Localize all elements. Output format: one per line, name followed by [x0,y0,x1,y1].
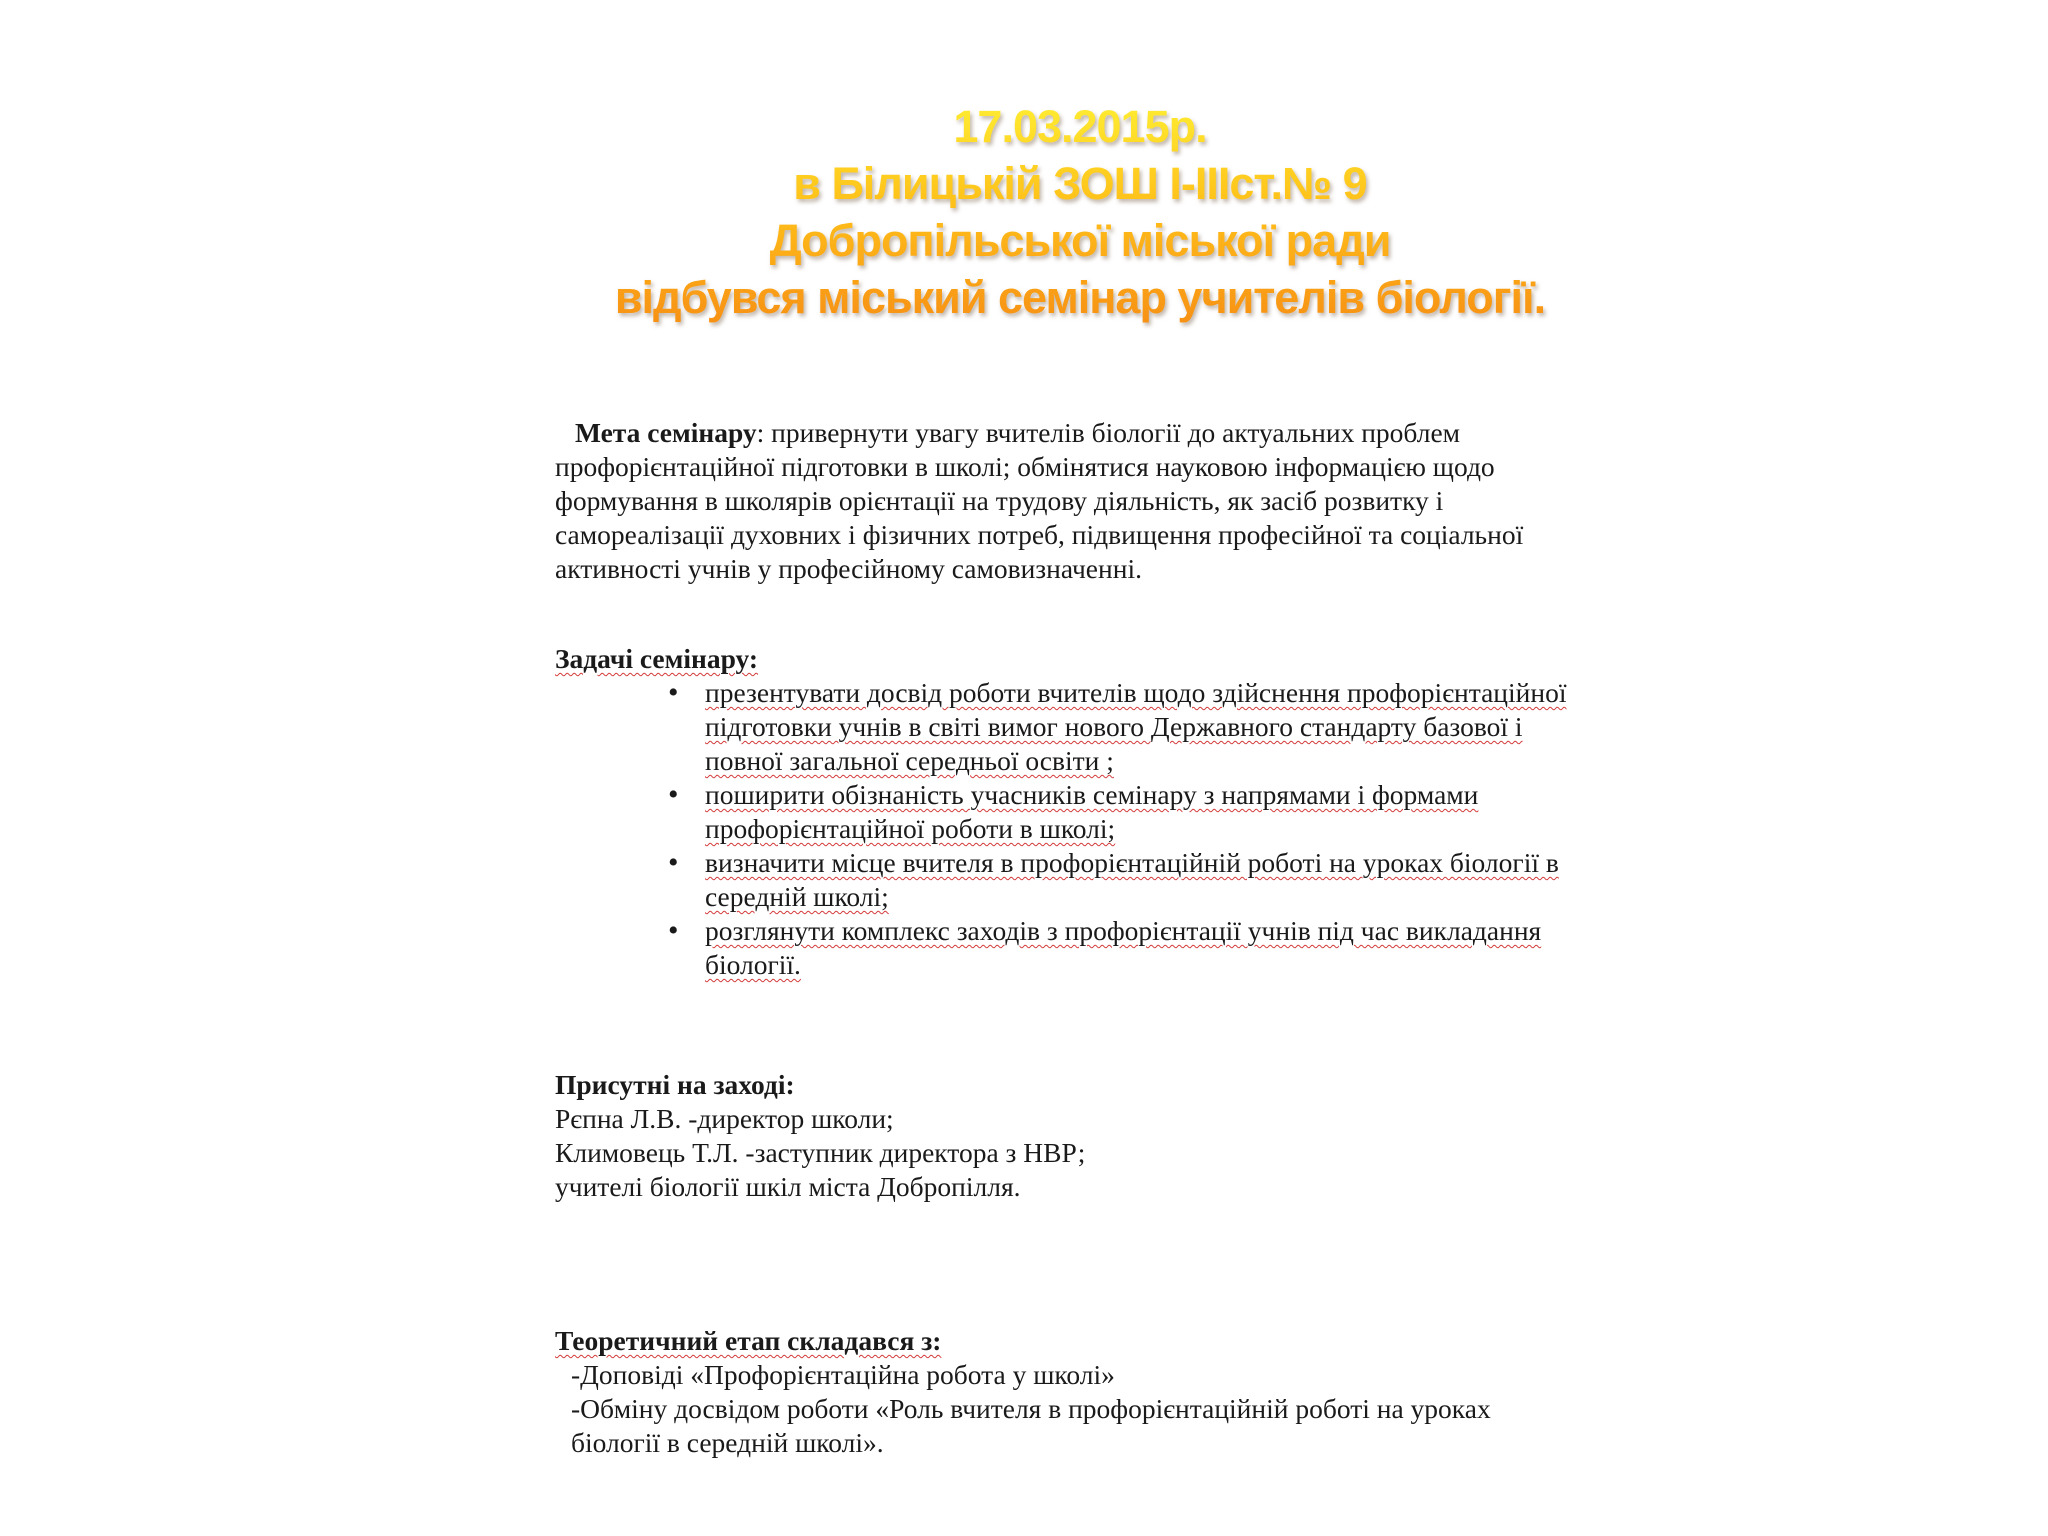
task-item-text: поширити обізнаність учасників семінару з напрямами і формами профорієнтаційної роботи в школі; [705,779,1479,844]
task-item-text: розглянути комплекс заходів з профорієнтації учнів під час викладання біології. [705,915,1542,980]
task-item [705,846,1580,914]
task-item-text: презентувати досвід роботи вчителів щодо здійснення профорієнтаційної підготовки учнів в світі вимог нового Державного стандарту базової і повної загальної середньої освіти ; [705,677,1567,776]
aim-label: Мета семінару [575,417,757,448]
tasks-heading [555,642,1580,676]
present-heading: Присутні на заході: [555,1069,795,1100]
tasks-heading-text: Задачі семінару: [555,643,759,674]
document-title [420,98,1740,326]
task-item [705,778,1580,846]
present-line: учителі біології шкіл міста Добропілля. [555,1171,1021,1202]
theory-line: -Обміну досвідом роботи «Роль вчителя в профорієнтаційній роботі на уроках біології в середній школі». [571,1393,1491,1458]
theory-heading [555,1324,1580,1358]
document-body [555,416,1580,1460]
title-line-council: Добропільської міської ради [769,215,1391,266]
title-line-date: 17.03.2015р. [953,101,1207,152]
aim-text: : привернути увагу вчителів біології до актуальних проблем профорієнтаційної підготовки в школі; обмінятися науковою інформацією щодо формування в школярів орієнтації на трудову діяльність, як засіб розвитку і самореалізації духовних і фізичних потреб, підвищення професійної та соціальної активності учнів у професійному самовизначенні. [555,417,1524,584]
title-line-event: відбувся міський семінар учителів біології. [614,272,1546,323]
aim-paragraph [555,416,1580,586]
present-line: Рєпна Л.В. -директор школи; [555,1103,894,1134]
task-item [705,676,1580,778]
present-line: Климовець Т.Л. -заступник директора з НВР; [555,1137,1086,1168]
theory-line: -Доповіді «Профорієнтаційна робота у школі» [571,1359,1115,1390]
task-item-text: визначити місце вчителя в профорієнтаційній роботі на уроках біології в середній школі; [705,847,1559,912]
title-line-school: в Білицькій ЗОШ І-ІІІст.№ 9 [793,158,1367,209]
task-item [705,914,1580,982]
theory-heading-text: Теоретичний етап складався з: [555,1325,942,1356]
tasks-list [555,676,1580,982]
